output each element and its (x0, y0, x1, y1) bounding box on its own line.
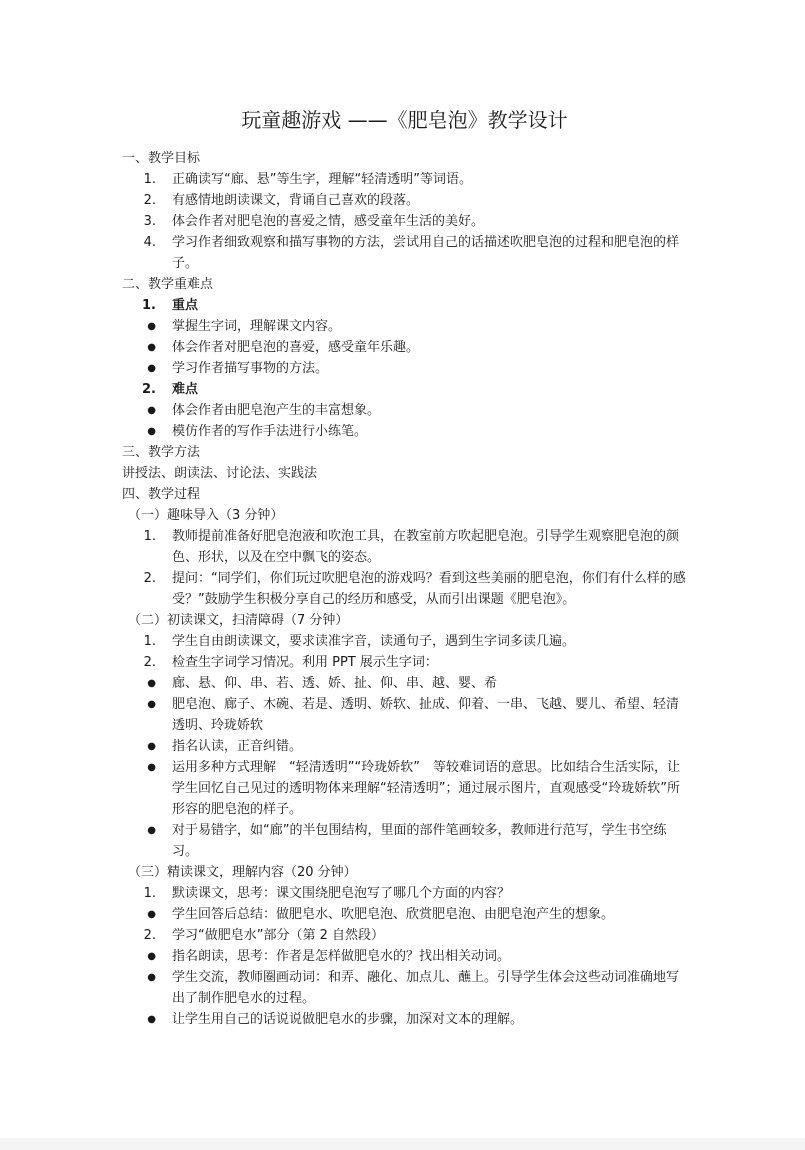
bullet-item (122, 421, 687, 442)
difficult-points-heading (122, 379, 687, 400)
item-text: 体会作者对肥皂泡的喜爱之情，感受童年生活的美好。 (172, 214, 485, 229)
item-text: 指名认读，正音纠错。 (172, 739, 303, 754)
bullet-marker: ● (147, 321, 156, 332)
section-heading-process: 四、教学过程 (122, 487, 201, 502)
bullet-item (122, 946, 687, 967)
item-text: 掌握生字词，理解课文内容。 (172, 319, 342, 334)
bullet-marker: ● (147, 426, 156, 437)
item-text: 检查生字词学习情况。利用 PPT 展示生字词： (172, 655, 438, 670)
key-points-heading (122, 295, 687, 316)
item-text: 学生自由朗读课文，要求读准字音，读通句子，遇到生字词多读几遍。 (172, 634, 576, 649)
bullet-item (122, 400, 687, 421)
list-number: 3. (143, 214, 156, 229)
bullet-item (122, 736, 687, 757)
bullet-item (122, 757, 687, 820)
section-heading-methods: 三、教学方法 (122, 445, 201, 460)
item-text: 运用多种方式理解 “轻清透明”“玲珑娇软” 等较难词语的意思。比如结合生活实际，让学生回忆自己见过的透明物体来理解“轻清透明”；通过展示图片，直观感受“玲珑娇软”所形容的肥皂泡的样子。 (172, 760, 680, 817)
item-text: 正确读写“廊、悬”等生字，理解“轻清透明”等词语。 (172, 172, 472, 187)
numbered-item (122, 211, 687, 232)
numbered-item (122, 169, 687, 190)
item-text: 廊、悬、仰、串、若、透、娇、扯、仰、串、越、婴、希 (172, 676, 498, 691)
objectives-list (122, 169, 687, 274)
item-text: 学习作者描写事物的方法。 (172, 361, 329, 376)
part-heading-close-reading: （三）精读课文，理解内容（20 分钟） (128, 865, 357, 880)
numbered-item (122, 190, 687, 211)
list-number: 1. (143, 886, 156, 901)
intro-list (122, 526, 687, 610)
list-number: 2. (143, 571, 156, 586)
bullet-marker: ● (147, 825, 156, 836)
item-text: 学习“做肥皂水”部分（第 2 自然段） (172, 928, 385, 943)
bullet-item (122, 967, 687, 1009)
bullet-marker: ● (147, 405, 156, 416)
section-heading-key-difficult: 二、教学重难点 (122, 277, 214, 292)
item-text: 默读课文，思考：课文围绕肥皂泡写了哪几个方面的内容？ (172, 886, 511, 901)
list-number: 1. (143, 634, 156, 649)
numbered-item (122, 232, 687, 274)
document-title: 玩童趣游戏 ——《肥皂泡》教学设计 (241, 108, 568, 132)
bullet-item (122, 358, 687, 379)
bullet-item (122, 904, 687, 925)
difficult-points-label: 难点 (172, 382, 199, 397)
bullet-marker: ● (147, 972, 156, 983)
item-text: 学生回答后总结：做肥皂水、吹肥皂泡、欣赏肥皂泡、由肥皂泡产生的想象。 (172, 907, 615, 922)
item-text: 学生交流，教师圈画动词：和弄、融化、加点儿、蘸上。引导学生体会这些动词准确地写出了制作肥皂水的过程。 (172, 970, 680, 1006)
item-text: 有感情地朗读课文，背诵自己喜欢的段落。 (172, 193, 420, 208)
bullet-item (122, 337, 687, 358)
bullet-item (122, 694, 687, 736)
bullet-marker: ● (147, 909, 156, 920)
item-text: 提问：“同学们，你们玩过吹肥皂泡的游戏吗？看到这些美丽的肥皂泡，你们有什么样的感受？”鼓励学生积极分享自己的经历和感受，从而引出课题《肥皂泡》。 (172, 571, 686, 607)
item-text: 学习作者细致观察和描写事物的方法，尝试用自己的话描述吹肥皂泡的过程和肥皂泡的样子。 (172, 235, 680, 271)
item-text: 体会作者由肥皂泡产生的丰富想象。 (172, 403, 381, 418)
numbered-item (122, 526, 687, 568)
item-text: 肥皂泡、廊子、木碗、若是、透明、娇软、扯成、仰着、一串、飞越、婴儿、希望、轻清透明、玲珑娇软 (172, 697, 680, 733)
item-text: 让学生用自己的话说说做肥皂水的步骤，加深对文本的理解。 (172, 1012, 524, 1027)
section-heading-objectives: 一、教学目标 (122, 151, 201, 166)
bullet-marker: ● (147, 951, 156, 962)
bullet-marker: ● (147, 699, 156, 710)
item-text: 指名朗读，思考：作者是怎样做肥皂水的？找出相关动词。 (172, 949, 511, 964)
part-heading-first-reading: （二）初读课文，扫清障碍（7 分钟） (128, 613, 349, 628)
item-text: 教师提前准备好肥皂泡液和吹泡工具，在教室前方吹起肥皂泡。引导学生观察肥皂泡的颜色、形状，以及在空中飘飞的姿态。 (172, 529, 680, 565)
list-number: 1. (143, 529, 156, 544)
numbered-item (122, 883, 687, 904)
methods-text: 讲授法、朗读法、讨论法、实践法 (122, 466, 318, 481)
key-points-list (122, 316, 687, 379)
bullet-item (122, 1009, 687, 1030)
bullet-item (122, 316, 687, 337)
item-text: 对于易错字，如“廊”的半包围结构，里面的部件笔画较多，教师进行范写，学生书空练习。 (172, 823, 667, 859)
difficult-points-list (122, 400, 687, 442)
numbered-item (122, 925, 687, 946)
bullet-marker: ● (147, 1014, 156, 1025)
key-points-label: 重点 (172, 298, 199, 313)
bullet-marker: ● (147, 762, 156, 773)
list-number: 2. (142, 382, 156, 397)
close-reading-list (122, 883, 687, 1030)
bullet-item (122, 673, 687, 694)
bullet-marker: ● (147, 741, 156, 752)
bullet-marker: ● (147, 678, 156, 689)
list-number: 2. (143, 193, 156, 208)
list-number: 2. (143, 928, 156, 943)
first-reading-list (122, 631, 687, 862)
bullet-marker: ● (147, 363, 156, 374)
item-text: 体会作者对肥皂泡的喜爱，感受童年乐趣。 (172, 340, 420, 355)
part-heading-intro: （一）趣味导入（3 分钟） (128, 508, 284, 523)
list-number: 1. (142, 298, 156, 313)
numbered-item (122, 568, 687, 610)
bullet-item (122, 820, 687, 862)
item-text: 模仿作者的写作手法进行小练笔。 (172, 424, 368, 439)
bullet-marker: ● (147, 342, 156, 353)
list-number: 1. (143, 172, 156, 187)
numbered-item (122, 631, 687, 652)
list-number: 4. (143, 235, 156, 250)
list-number: 2. (143, 655, 156, 670)
numbered-item (122, 652, 687, 673)
